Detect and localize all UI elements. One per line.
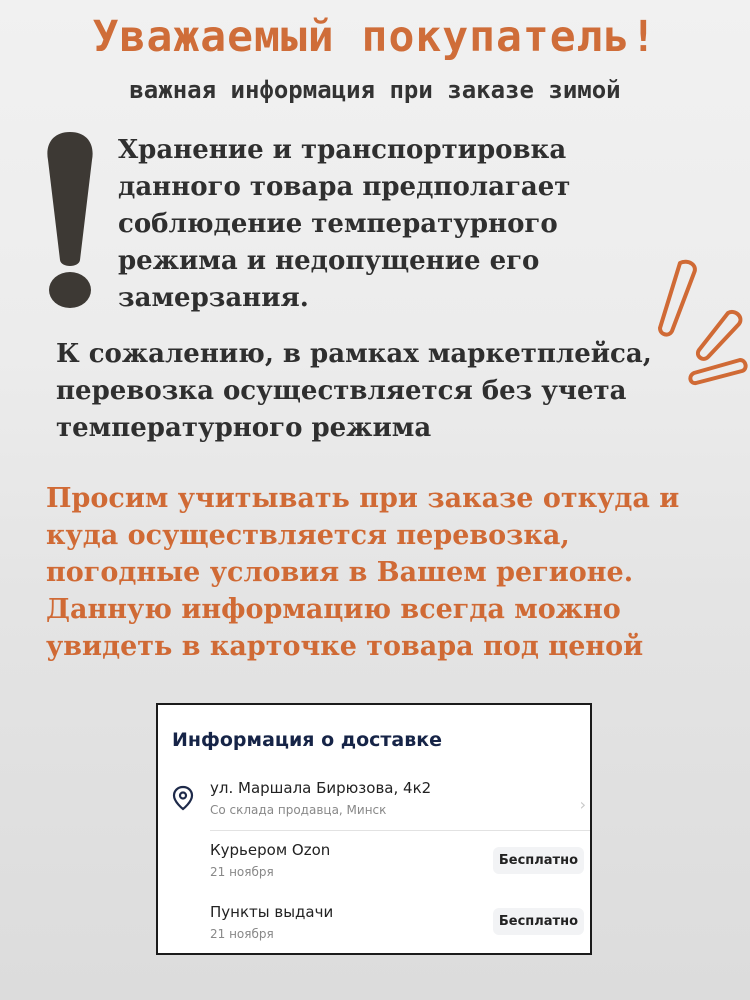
burst-icon xyxy=(640,255,750,405)
request-line: Данную информацию всегда можно xyxy=(46,594,621,625)
chevron-right-icon[interactable]: › xyxy=(579,795,586,814)
warning-line: Хранение и транспортировка xyxy=(118,135,567,165)
option-courier-date: 21 ноября xyxy=(210,865,274,879)
transport-line: перевозка осуществляется без учета xyxy=(56,376,627,406)
request-line: Просим учитывать при заказе откуда и xyxy=(46,483,680,514)
option-pickup-price: Бесплатно xyxy=(493,908,584,935)
warning-line: данного товара предполагает xyxy=(118,172,571,202)
delivery-address-origin: Со склада продавца, Минск xyxy=(210,803,387,817)
page-subtitle: важная информация при заказе зимой xyxy=(129,76,621,104)
option-pickup-label[interactable]: Пункты выдачи xyxy=(210,903,334,921)
request-line: погодные условия в Вашем регионе. xyxy=(46,557,634,588)
warning-line: замерзания. xyxy=(118,283,309,313)
transport-line: К сожалению, в рамках маркетплейса, xyxy=(56,339,652,369)
card-divider xyxy=(210,830,590,831)
option-pickup-date: 21 ноября xyxy=(210,927,274,941)
delivery-info-card xyxy=(156,703,592,955)
option-courier-price: Бесплатно xyxy=(493,847,584,874)
transport-line: температурного режима xyxy=(56,413,432,443)
delivery-address[interactable]: ул. Маршала Бирюзова, 4к2 xyxy=(210,779,432,797)
location-pin-icon xyxy=(172,785,194,811)
exclamation-icon xyxy=(40,130,100,312)
storage-warning xyxy=(118,132,570,317)
warning-line: режима и недопущение его xyxy=(118,246,540,276)
request-line: куда осуществляется перевозка, xyxy=(46,520,570,551)
request-line: увидеть в карточке товара под ценой xyxy=(46,631,644,662)
order-request xyxy=(46,480,679,665)
option-courier-label[interactable]: Курьером Ozon xyxy=(210,841,331,859)
transport-notice xyxy=(56,336,652,447)
warning-line: соблюдение температурного xyxy=(118,209,558,239)
page-title: Уважаемый покупатель! xyxy=(92,12,658,62)
delivery-card-title: Информация о доставке xyxy=(172,729,443,751)
